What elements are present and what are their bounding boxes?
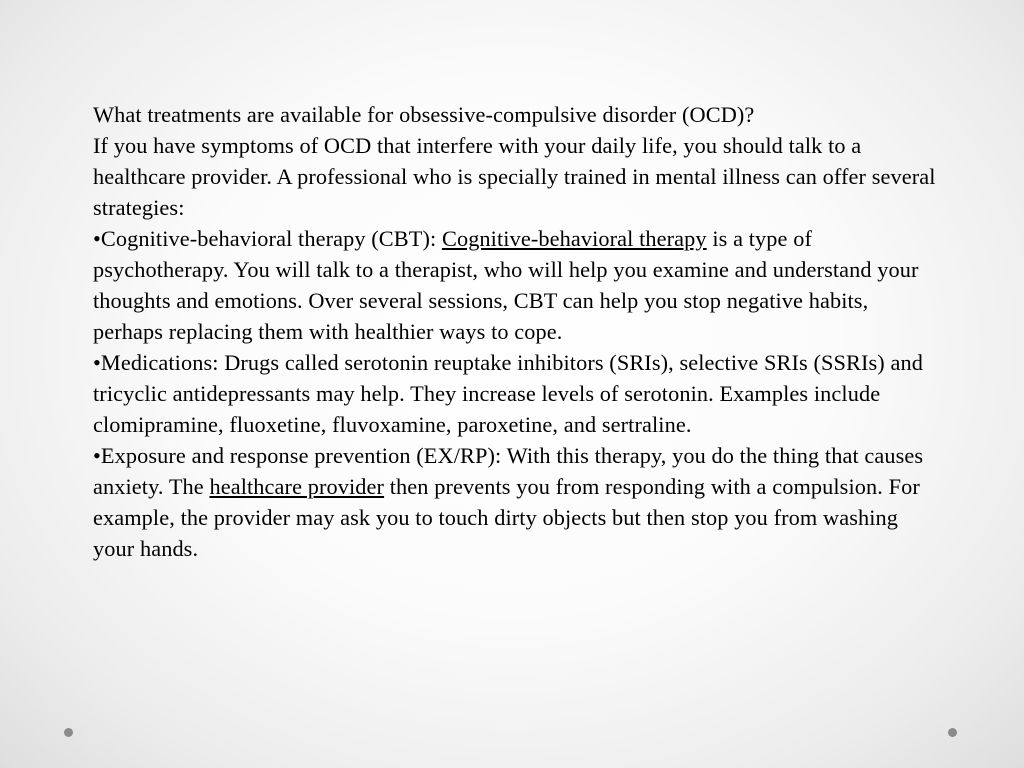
healthcare-provider-link[interactable]: healthcare provider — [209, 474, 385, 499]
bullet-exrp — [93, 440, 943, 564]
bullet-cbt — [93, 223, 943, 347]
slide-body — [93, 99, 943, 564]
bullet-cbt-rest: is a type of psychotherapy. You will talk to a therapist, who will help you examine and understand your thoughts and emotions. Over several sessions, CBT can help you stop negative habits, perhaps replacing them with healthier ways to cope. — [93, 226, 919, 344]
bullet-medications: •Medications: Drugs called serotonin reuptake inhibitors (SRIs), selective SRIs (SSRIs) and tricyclic antidepressants may help. They increase levels of serotonin. Examples include clomipramine, fluoxetine, fluvoxamine, paroxetine, and sertraline. — [93, 350, 923, 437]
bullet-exrp-prefix: •Exposure and response prevention (EX/RP): With this therapy, you do the thing that causes anxiety. The — [93, 443, 924, 499]
bullet-cbt-prefix: •Cognitive-behavioral therapy (CBT): — [93, 226, 442, 251]
decorative-dot-right — [948, 728, 957, 737]
intro-question: What treatments are available for obsessive-compulsive disorder (OCD)? — [93, 102, 755, 127]
decorative-dot-left — [64, 728, 73, 737]
cbt-link[interactable]: Cognitive-behavioral therapy — [441, 226, 707, 251]
bullet-exrp-rest: then prevents you from responding with a compulsion. For example, the provider may ask you to touch dirty objects but then stop you from washing your hands. — [93, 474, 920, 561]
intro-text: If you have symptoms of OCD that interfere with your daily life, you should talk to a healthcare provider. A professional who is specially trained in mental illness can offer several strategies: — [93, 133, 936, 220]
